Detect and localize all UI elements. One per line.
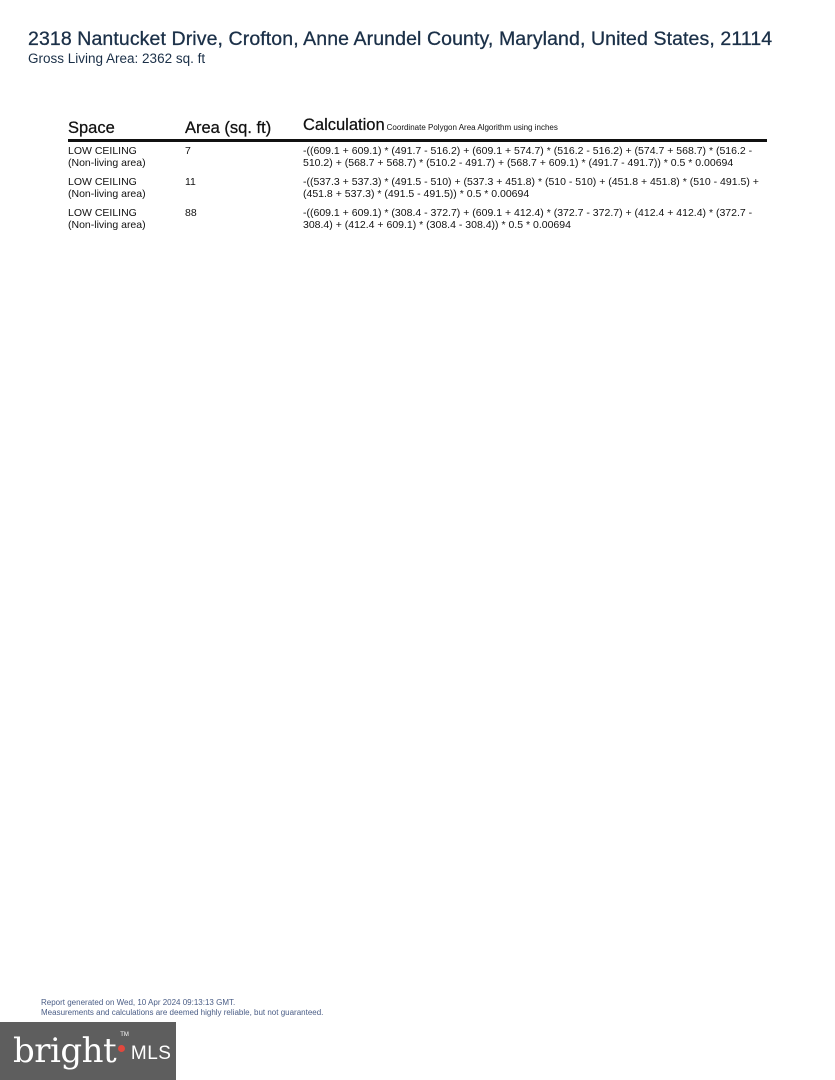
calculation-cell: -((609.1 + 609.1) * (491.7 - 516.2) + (609.1 + 574.7) * (516.2 - 516.2) + (574.7 + 568.7) * (516.2 - 510.2) + (568.7 + 568.7) * (510.2 - 491.7) + (568.7 + 609.1) * (491.7 - 491.7)) * 0.5 * 0.00694	[303, 145, 753, 170]
report-footer	[41, 998, 323, 1017]
table-row	[68, 145, 767, 170]
report-generated-date: Report generated on Wed, 10 Apr 2024 09:13:13 GMT.	[41, 998, 236, 1007]
space-cell	[68, 207, 185, 232]
calculation-cell: -((537.3 + 537.3) * (491.5 - 510) + (537.3 + 451.8) * (510 - 510) + (451.8 + 451.8) * (510 - 491.5) + (451.8 + 537.3) * (491.5 - 491.5)) * 0.5 * 0.00694	[303, 175, 759, 201]
space-type: (Non-living area)	[68, 219, 146, 232]
measurement-disclaimer: Measurements and calculations are deemed highly reliable, but not guaranteed.	[41, 1007, 324, 1017]
logo-mls-text: MLS	[130, 1043, 172, 1064]
space-name: LOW CEILING	[68, 206, 137, 219]
logo-word: bright	[13, 1031, 117, 1071]
space-cell	[68, 176, 185, 201]
logo-accent-dot-icon	[118, 1045, 125, 1052]
report-header	[28, 27, 818, 67]
calculation-method-note: Coordinate Polygon Area Algorithm using inches	[386, 123, 558, 132]
column-header-calculation-label: Calculation	[303, 116, 385, 134]
area-calculation-table	[68, 117, 767, 231]
table-row	[68, 176, 767, 201]
calculation-cell: -((609.1 + 609.1) * (308.4 - 372.7) + (609.1 + 412.4) * (372.7 - 372.7) + (412.4 + 412.4) * (372.7 - 308.4) + (412.4 + 609.1) * (308.4 - 308.4)) * 0.5 * 0.00694	[303, 206, 753, 232]
column-header-space: Space	[68, 119, 115, 137]
logo-trademark: TM	[120, 1032, 129, 1038]
column-header-calculation	[303, 115, 767, 138]
column-header-area: Area (sq. ft)	[185, 119, 272, 137]
space-name: LOW CEILING	[68, 145, 137, 157]
space-type: (Non-living area)	[68, 188, 146, 201]
property-address-title: 2318 Nantucket Drive, Crofton, Anne Arundel County, Maryland, United States, 21114	[28, 28, 773, 50]
space-type: (Non-living area)	[68, 157, 146, 170]
gross-living-area: Gross Living Area: 2362 sq. ft	[28, 51, 206, 66]
logo-wordmark	[13, 1031, 116, 1071]
table-row	[68, 207, 767, 232]
space-name: LOW CEILING	[68, 175, 137, 188]
area-cell: 7	[185, 145, 191, 157]
space-cell	[68, 145, 185, 170]
bright-mls-logo	[0, 1022, 176, 1080]
area-cell: 11	[185, 175, 196, 188]
table-header	[68, 117, 767, 142]
area-cell: 88	[185, 206, 197, 219]
